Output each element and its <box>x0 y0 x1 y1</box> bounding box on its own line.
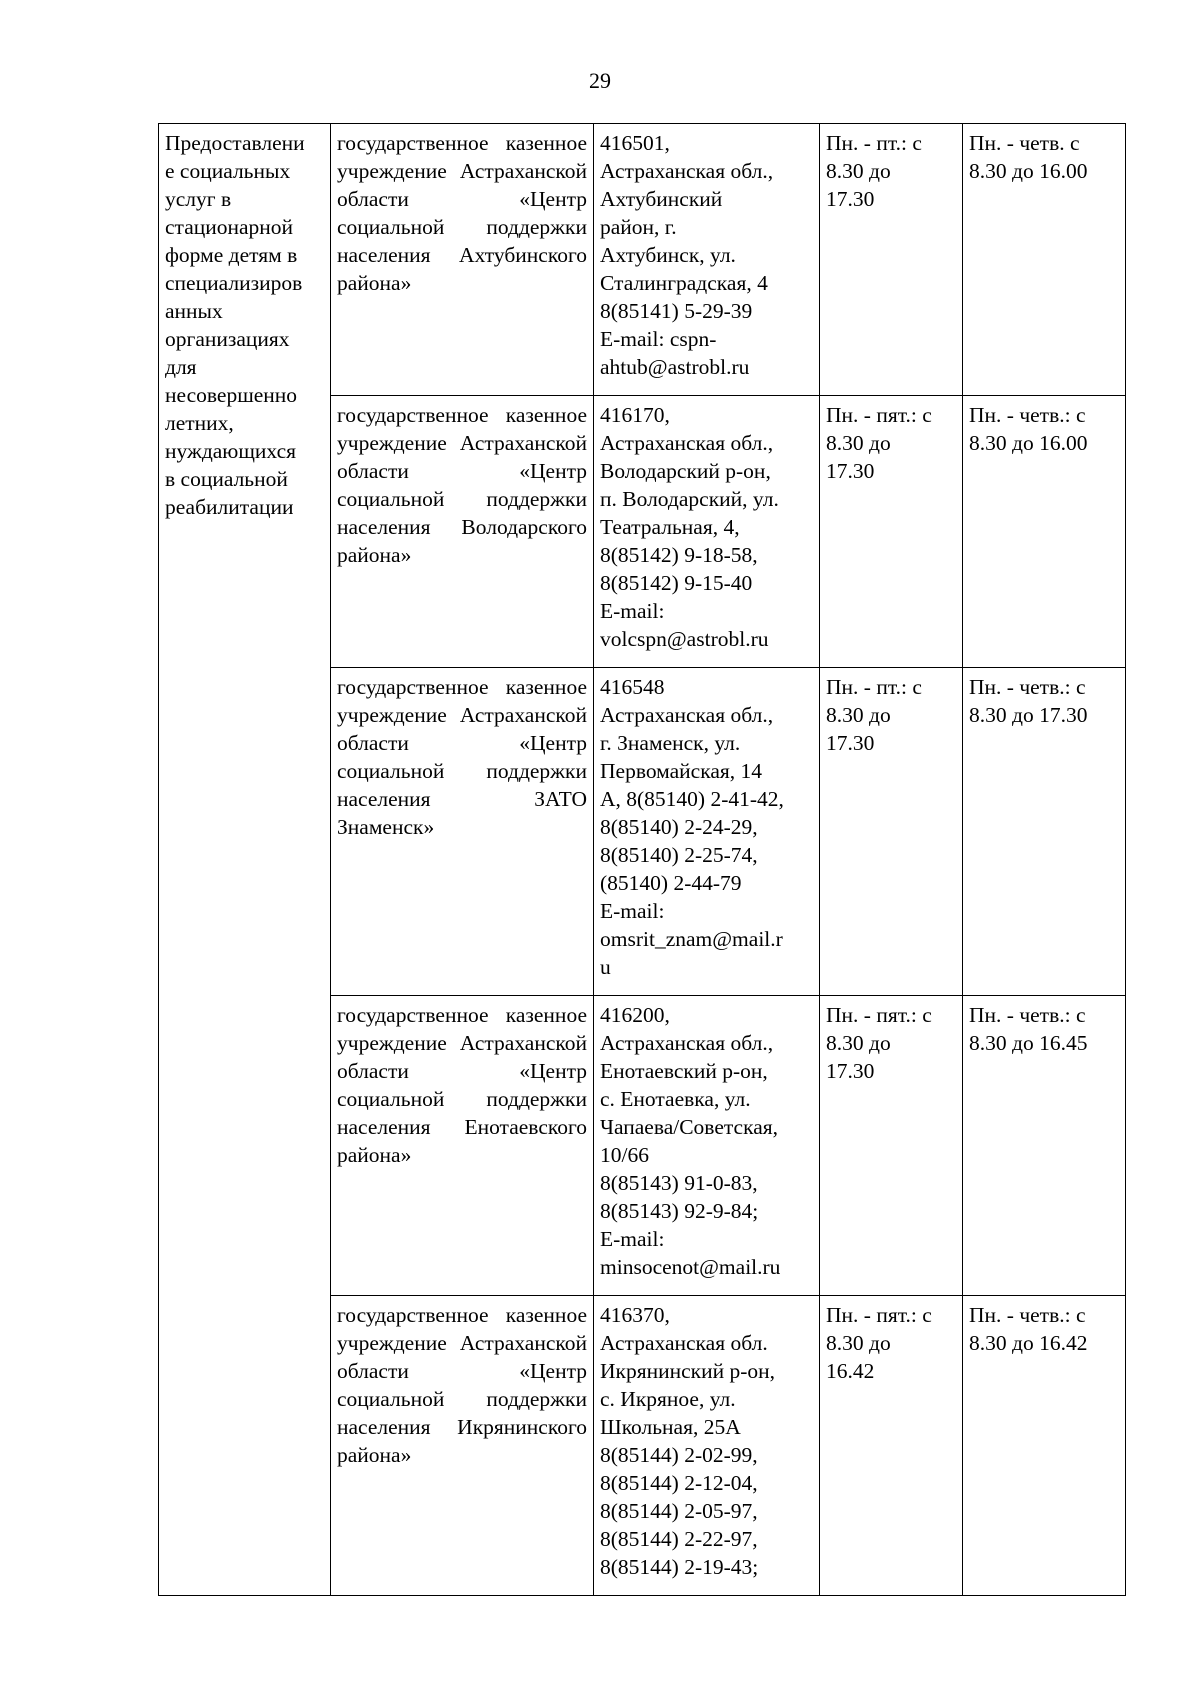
org-address: 416170, Астраханская обл., Володарский р-он, п. Володарский, ул. Театральная, 4, 8(85142) 9-18-58, 8(85142) 9-15-40 E-mail: volcspn@astrobl.ru <box>600 403 779 651</box>
hours-reception-cell <box>963 996 1126 1296</box>
address-cell <box>594 124 820 396</box>
hours-reception-cell <box>963 396 1126 668</box>
hours-weekdays-cell <box>820 396 963 668</box>
hours-reception-cell <box>963 668 1126 996</box>
service-cell <box>159 124 331 1596</box>
org-address: 416548 Астраханская обл., г. Знаменск, ул. Первомайская, 14 А, 8(85140) 2-41-42, 8(85140) 2-24-29, 8(85140) 2-25-74, (85140) 2-44-79 E-mail: omsrit_znam@mail.r u <box>600 675 784 979</box>
service-name: Предоставлени е социальных услуг в стационарной форме детям в специализиров анных организациях для несовершенно летних, нуждающихся в социальной реабилитации <box>165 131 305 519</box>
hours-reception: Пн. - четв.: с 8.30 до 16.45 <box>969 1003 1088 1055</box>
hours-weekdays: Пн. - пят.: с 8.30 до 17.30 <box>826 403 932 483</box>
org-name: государственное казенное учреждение Астраханской области «Центр социальной поддержки населения ЗАТО Знаменск» <box>337 675 587 839</box>
table-row <box>159 124 1126 396</box>
org-cell <box>331 1296 594 1596</box>
address-cell <box>594 396 820 668</box>
hours-weekdays: Пн. - пят.: с 8.30 до 16.42 <box>826 1303 932 1383</box>
address-cell <box>594 996 820 1296</box>
hours-weekdays-cell <box>820 1296 963 1596</box>
hours-weekdays: Пн. - пят.: с 8.30 до 17.30 <box>826 1003 932 1083</box>
address-cell <box>594 668 820 996</box>
org-name: государственное казенное учреждение Астраханской области «Центр социальной поддержки населения Володарского района» <box>337 403 587 567</box>
hours-weekdays-cell <box>820 668 963 996</box>
org-address: 416200, Астраханская обл., Енотаевский р-он, с. Енотаевка, ул. Чапаева/Советская, 10/66 8(85143) 91-0-83, 8(85143) 92-9-84; E-mail: minsocenot@mail.ru <box>600 1003 781 1279</box>
org-cell <box>331 668 594 996</box>
org-address: 416370, Астраханская обл. Икрянинский р-он, с. Икряное, ул. Школьная, 25А 8(85144) 2-02-99, 8(85144) 2-12-04, 8(85144) 2-05-97, 8(85144) 2-22-97, 8(85144) 2-19-43; <box>600 1303 776 1579</box>
hours-reception-cell <box>963 124 1126 396</box>
hours-weekdays: Пн. - пт.: с 8.30 до 17.30 <box>826 675 922 755</box>
institutions-table <box>158 123 1126 1596</box>
org-cell <box>331 996 594 1296</box>
org-name: государственное казенное учреждение Астраханской области «Центр социальной поддержки населения Икрянинского района» <box>337 1303 587 1467</box>
org-name: государственное казенное учреждение Астраханской области «Центр социальной поддержки населения Ахтубинского района» <box>337 131 587 295</box>
hours-weekdays-cell <box>820 996 963 1296</box>
org-address: 416501, Астраханская обл., Ахтубинский район, г. Ахтубинск, ул. Сталинградская, 4 8(85141) 5-29-39 E-mail: cspn- ahtub@astrobl.ru <box>600 131 774 379</box>
org-name: государственное казенное учреждение Астраханской области «Центр социальной поддержки населения Енотаевского района» <box>337 1003 587 1167</box>
hours-weekdays: Пн. - пт.: с 8.30 до 17.30 <box>826 131 922 211</box>
hours-reception: Пн. - четв. с 8.30 до 16.00 <box>969 131 1088 183</box>
hours-reception: Пн. - четв.: с 8.30 до 17.30 <box>969 675 1088 727</box>
org-cell <box>331 396 594 668</box>
page-number: 29 <box>589 68 611 93</box>
address-cell <box>594 1296 820 1596</box>
hours-reception: Пн. - четв.: с 8.30 до 16.00 <box>969 403 1088 455</box>
hours-reception: Пн. - четв.: с 8.30 до 16.42 <box>969 1303 1088 1355</box>
org-cell <box>331 124 594 396</box>
hours-reception-cell <box>963 1296 1126 1596</box>
hours-weekdays-cell <box>820 124 963 396</box>
